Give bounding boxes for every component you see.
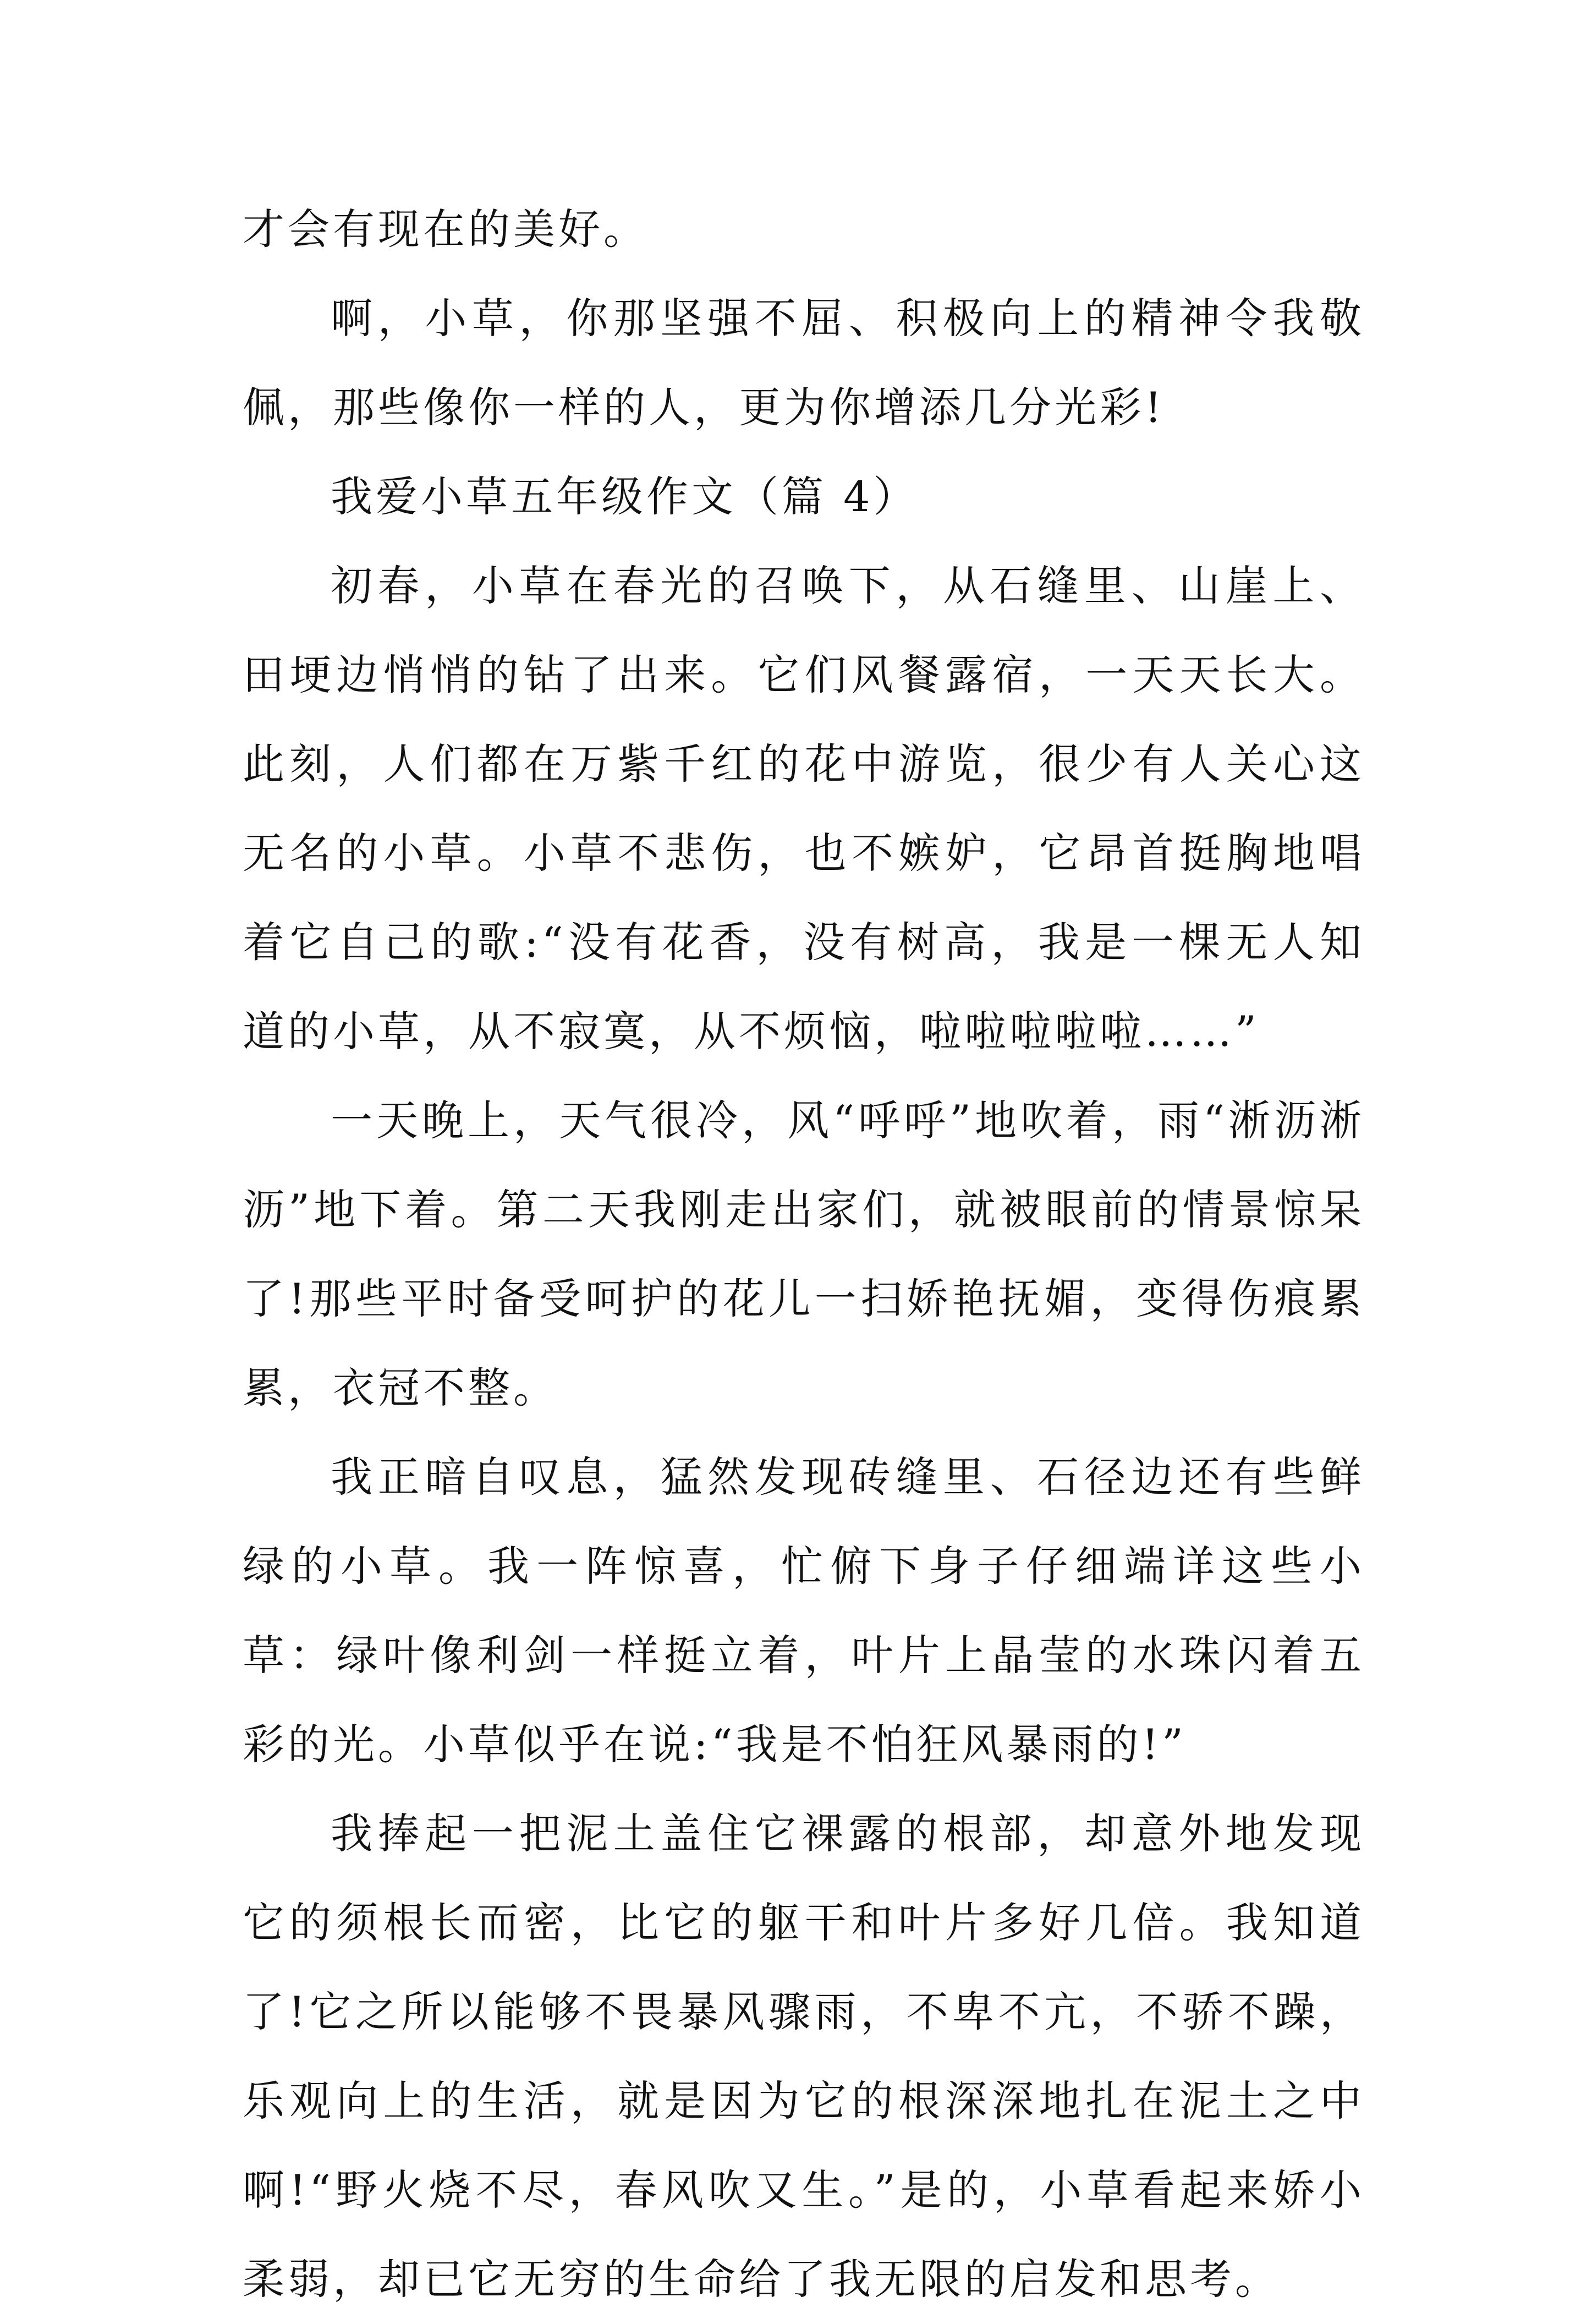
paragraph-discovery: 我正暗自叹息，猛然发现砖缝里、石径边还有些鲜绿的小草。我一阵惊喜，忙俯下身子仔细端详这些小草：绿叶像利剑一样挺立着，叶片上晶莹的水珠闪着五彩的光。小草似乎在说:“我是不怕狂风暴雨的!” [243,1452,1365,1769]
paragraph-praise: 啊，小草，你那坚强不屈、积极向上的精神令我敬佩，那些像你一样的人，更为你增添几分光彩! [243,294,1365,432]
paragraph-continuation: 才会有现在的美好。 [243,205,649,254]
essay-body [243,185,1365,2324]
paragraph-early-spring: 初春，小草在春光的召唤下，从石缝里、山崖上、田埂边悄悄的钻了出来。它们风餐露宿，一天天长大。此刻，人们都在万紫千红的花中游览，很少有人关心这无名的小草。小草不悲伤，也不嫉妒，它昂首挺胸地唱着它自己的歌:“没有花香，没有树高，我是一棵无人知道的小草，从不寂寞，从不烦恼，啦啦啦啦啦……” [243,561,1365,1056]
essay-title: 我爱小草五年级作文（篇 4） [331,472,919,521]
paragraph-storm-night: 一天晚上，天气很冷，风“呼呼”地吹着，雨“淅沥淅沥”地下着。第二天我刚走出家们，就被眼前的情景惊呆了!那些平时备受呵护的花儿一扫娇艳抚媚，变得伤痕累累，衣冠不整。 [243,1096,1365,1412]
paragraph-roots: 我捧起一把泥土盖住它裸露的根部，却意外地发现它的须根长而密，比它的躯干和叶片多好几倍。我知道了!它之所以能够不畏暴风骤雨，不卑不亢，不骄不躁，乐观向上的生活，就是因为它的根深深地扎在泥土之中啊!“野火烧不尽，春风吹又生。”是的，小草看起来娇小柔弱，却已它无穷的生命给了我无限的启发和思考。 [243,1809,1365,2304]
